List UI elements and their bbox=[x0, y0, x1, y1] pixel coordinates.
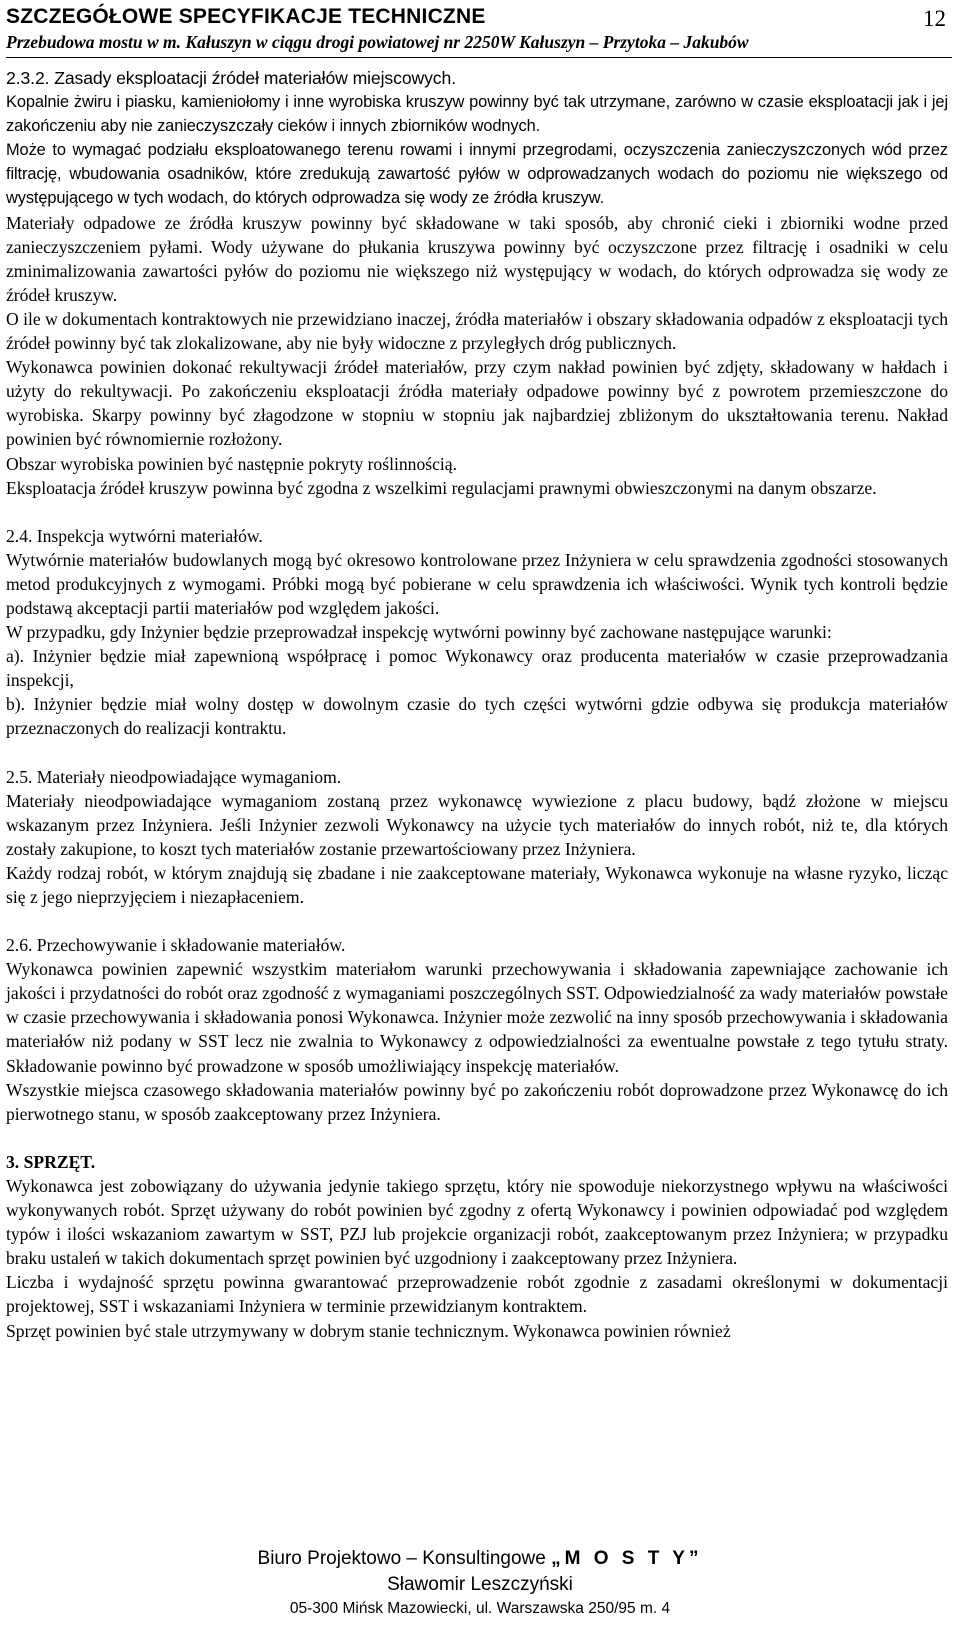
paragraph: Wszystkie miejsca czasowego składowania materiałów powinny być po zakończeniu robót doprowadzone przez Wykonawcę do ich pierwotnego stanu, w sposób zaakceptowany przez Inżyniera. bbox=[6, 1079, 948, 1124]
paragraph: Materiały nieodpowiadające wymaganiom zostaną przez wykonawcę wywiezione z placu budowy, bądź złożone w miejscu wskazanym przez Inżyniera. Jeśli Inżynier zezwoli Wykonawcy na użycie tych materiałów do innych robót, niż te, dla których zostały zakupione, to koszt tych materiałów zostanie przewartościowany przez Inżyniera. bbox=[6, 790, 948, 859]
footer-owner: Sławomir Leszczyński bbox=[387, 1574, 573, 1595]
paragraph: Materiały odpadowe ze źródła kruszyw powinny być składowane w taki sposób, aby chronić cieki i zbiorniki wodne przed zanieczyszczeniem pyłami. Wody używane do płukania kruszywa powinny być oczyszczone przez filtrację i osadniki w celu zminimalizowania zawartości pyłów do poziomu nie większego niż występujący w wodach, do których odprowadza się wody ze źródeł kruszyw. bbox=[6, 212, 948, 305]
list-item: b). Inżynier będzie miał wolny dostęp w dowolnym czasie do tych części wytwórni gdzie odbywa się produkcja materiałów przeznaczonych do realizacji kontraktu. bbox=[6, 694, 948, 739]
page-header bbox=[6, 2, 952, 56]
footer-company-brand: „M O S T Y” bbox=[551, 1548, 703, 1569]
section-spacer bbox=[6, 741, 960, 765]
paragraph: Obszar wyrobiska powinien być następnie pokryty roślinnością. bbox=[6, 453, 457, 474]
paragraph: Wytwórnie materiałów budowlanych mogą być okresowo kontrolowane przez Inżyniera w celu sprawdzenia zgodności stosowanych metod produkcyjnych z wymogami. Próbki mogą być pobierane w celu sprawdzenia ich właściwości. Wynik tych kontroli będzie podstawą akceptacji partii materiałów pod względem jakości. bbox=[6, 549, 948, 618]
footer-company bbox=[0, 1546, 960, 1572]
section-heading-2-6: 2.6. Przechowywanie i składowanie materiałów. bbox=[6, 935, 346, 956]
paragraph: O ile w dokumentach kontraktowych nie przewidziano inaczej, źródła materiałów i obszary składowania odpadów z eksploatacji tych źródeł powinny być tak zlokalizowane, aby nie były widoczne z przyległych dróg publicznych. bbox=[6, 308, 948, 354]
paragraph: Może to wymagać podziału eksploatowanego terenu rowami i innymi przegrodami, oczyszczenia zanieczyszczonych wód przez filtrację, wbudowania osadników, które zredukują zawartość pyłów w odprowadzanych wodach do poziomu nie większego od występującego w tych wodach, do których odprowadza się wody ze źródła kruszyw. bbox=[6, 141, 948, 208]
paragraph: W przypadku, gdy Inżynier będzie przeprowadzał inspekcję wytwórni powinny być zachowane następujące warunki: bbox=[6, 622, 832, 643]
paragraph: Wykonawca powinien dokonać rekultywacji źródeł materiałów, przy czym nakład powinien być zdjęty, składowany w hałdach i użyty do rekultywacji. Po zakończeniu eksploatacji źródła materiały odpadowe powinny być z powrotem przemieszczone do wyrobiska. Skarpy powinny być złagodzone w stopniu w stopniu jak najbardziej zbliżonym do ukształtowania terenu. Nakład powinien być równomiernie rozłożony. bbox=[6, 357, 948, 450]
page-footer bbox=[0, 1546, 960, 1620]
document-title: SZCZEGÓŁOWE SPECYFIKACJE TECHNICZNE bbox=[6, 5, 486, 28]
section-spacer bbox=[6, 1126, 960, 1150]
section-heading-2-3-2: 2.3.2. Zasady eksploatacji źródeł materiałów miejscowych. bbox=[6, 68, 456, 88]
document-subtitle: Przebudowa mostu w m. Kałuszyn w ciągu drogi powiatowej nr 2250W Kałuszyn – Przytoka – Jakubów bbox=[6, 32, 749, 52]
section-spacer bbox=[6, 500, 960, 524]
section-heading-3: 3. SPRZĘT. bbox=[6, 1151, 96, 1172]
footer-company-prefix: Biuro Projektowo – Konsultingowe bbox=[257, 1548, 552, 1569]
footer-address: 05-300 Mińsk Mazowiecki, ul. Warszawska 250/95 m. 4 bbox=[289, 1600, 671, 1617]
paragraph: Kopalnie żwiru i piasku, kamieniołomy i inne wyrobiska kruszyw powinny być tak utrzymane, zarówno w czasie eksploatacji jak i jej zakończeniu aby nie zanieczyszczały cieków i innych zbiorników wodnych. bbox=[6, 93, 948, 136]
section-heading-2-4: 2.4. Inspekcja wytwórni materiałów. bbox=[6, 525, 263, 546]
paragraph: Liczba i wydajność sprzętu powinna gwarantować przeprowadzenie robót zgodnie z zasadami określonymi w dokumentacji projektowej, SST i wskazaniami Inżyniera w terminie przewidzianym kontraktem. bbox=[6, 1272, 948, 1317]
paragraph: Sprzęt powinien być stale utrzymywany w dobrym stanie technicznym. Wykonawca powinien również bbox=[6, 1320, 731, 1341]
list-item: a). Inżynier będzie miał zapewnioną współpracę i pomoc Wykonawcy oraz producenta materiałów w czasie przeprowadzania inspekcji, bbox=[6, 646, 948, 691]
document-body bbox=[6, 66, 960, 1343]
section-spacer bbox=[6, 909, 960, 933]
page-number: 12 bbox=[923, 6, 946, 31]
paragraph: Wykonawca jest zobowiązany do używania jedynie takiego sprzętu, który nie spowoduje niekorzystnego wpływu na właściwości wykonywanych robót. Sprzęt używany do robót powinien być zgodny z ofertą Wykonawcy i powinien odpowiadać pod względem typów i ilości wskazaniom zawartym w SST, PZJ lub projekcie organizacji robót, zaakceptowanym przez Inżyniera; w przypadku braku ustaleń w takich dokumentach sprzęt powinien być uzgodniony i zaakceptowany przez Inżyniera. bbox=[6, 1175, 948, 1269]
paragraph: Eksploatacja źródeł kruszyw powinna być zgodna z wszelkimi regulacjami prawnymi obwieszczonymi na danym obszarze. bbox=[6, 477, 877, 498]
section-heading-2-5: 2.5. Materiały nieodpowiadające wymaganiom. bbox=[6, 766, 342, 787]
paragraph: Każdy rodzaj robót, w którym znajdują się zbadane i nie zaakceptowane materiały, Wykonawca wykonuje na własne ryzyko, licząc się z jego nieprzyjęciem i niezapłaceniem. bbox=[6, 862, 948, 907]
header-divider bbox=[6, 57, 952, 58]
paragraph: Wykonawca powinien zapewnić wszystkim materiałom warunki przechowywania i składowania zapewniające zachowanie ich jakości i przydatności do robót oraz zgodność z wymaganiami poszczególnych SST. Odpowiedzialność za wady materiałów powstałe w czasie przechowywania i składowania ponosi Wykonawca. Inżynier może zezwolić na inny sposób przechowywania i składowania materiałów niż podany w SST lecz nie zwalnia to Wykonawcy z odpowiedzialności za ewentualne powstałe z tego tytułu straty. Składowanie powinno być prowadzone w sposób umożliwiający inspekcję materiałów. bbox=[6, 959, 948, 1076]
